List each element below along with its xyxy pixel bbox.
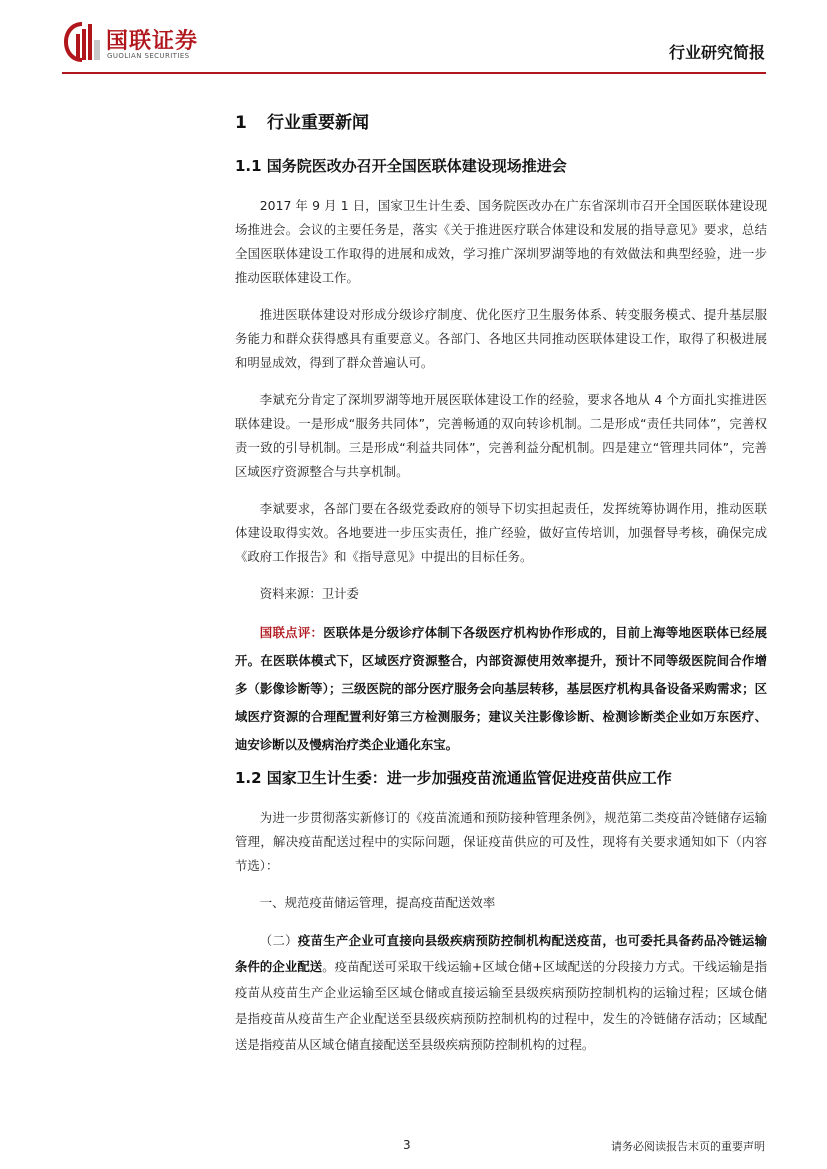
analyst-comment-lead: 国联点评： — [259, 625, 324, 640]
page-number: 3 — [403, 1138, 411, 1152]
footer-disclaimer: 请务必阅读报告末页的重要声明 — [611, 1140, 765, 1153]
logo-text-cn: 国联证券 — [106, 29, 199, 54]
news-1-paragraph: 李斌充分肯定了深圳罗湖等地开展医联体建设工作的经验，要求各地从 4 个方面扎实推进医联体建设。一是形成“服务共同体”，完善畅通的双向转诊机制。二是形成“责任共同体”，完善权责一致的引导机制。三是形成“利益共同体”，完善利益分配机制。四是建立“管理共同体”，完善区域医疗资源整合与共享机制。 — [235, 392, 767, 479]
page-header — [0, 0, 827, 80]
section-number: 1 — [235, 113, 247, 133]
logo-icon — [62, 20, 102, 64]
analyst-comment — [235, 619, 767, 759]
news-1-paragraph: 2017 年 9 月 1 日，国家卫生计生委、国务院医改办在广东省深圳市召开全国医联体建设现场推进会。会议的主要任务是，落实《关于推进医疗联合体建设和发展的指导意见》要求，总结全国医联体建设工作取得的进展和成效，学习推广深圳罗湖等地的有效做法和典型经验，进一步推动医联体建设工作。 — [235, 198, 767, 285]
news-2-item-2-bold: 疫苗生产企业可直接向县级疾病预防控制机构配送疫苗，也可委托具备药品冷链运输条件的企业配送 — [235, 933, 767, 974]
report-type-title: 行业研究简报 — [668, 43, 765, 62]
header-divider — [62, 72, 766, 74]
news-1-paragraph: 推进医联体建设对形成分级诊疗制度、优化医疗卫生服务体系、转变服务模式、提升基层服务能力和群众获得感具有重要意义。各部门、各地区共同推动医联体建设工作，取得了积极进展和明显成效，得到了群众普遍认可。 — [235, 307, 767, 370]
news-1-title: 1.1 国务院医改办召开全国医联体建设现场推进会 — [235, 157, 567, 175]
news-1-paragraph: 李斌要求，各部门要在各级党委政府的领导下切实担起责任，发挥统筹协调作用，推动医联体建设取得实效。各地要进一步压实责任，推广经验，做好宣传培训，加强督导考核，确保完成《政府工作报告》和《指导意见》中提出的目标任务。 — [235, 501, 767, 564]
section-heading — [235, 108, 767, 133]
news-2-item-2-rest: 。疫苗配送可采取干线运输+区域仓储+区域配送的分段接力方式。干线运输是指疫苗从疫苗生产企业运输至区域仓储或直接运输至县级疾病预防控制机构的运输过程；区域仓储是指疫苗从疫苗生产企业配送至县级疾病预防控制机构的过程中，发生的冷链储存活动；区域配送是指疫苗从区域仓储直接配送至县级疾病预防控制机构的过程。 — [235, 959, 768, 1052]
news-2-item-1: 一、规范疫苗储运管理，提高疫苗配送效率 — [259, 895, 496, 910]
news-1-source: 资料来源：卫计委 — [259, 586, 359, 601]
section-title: 行业重要新闻 — [267, 113, 369, 133]
logo-text-en: GUOLIAN SECURITIES — [107, 52, 190, 60]
main-content — [235, 108, 767, 1058]
news-2-item-2 — [235, 928, 767, 1058]
company-logo — [62, 20, 232, 64]
analyst-comment-body: 医联体是分级诊疗体制下各级医疗机构协作形成的，目前上海等地医联体已经展开。在医联体模式下，区域医疗资源整合，内部资源使用效率提升，预计不同等级医院间合作增多（影像诊断等）；三级医院的部分医疗服务会向基层转移，基层医疗机构具备设备采购需求；区域医疗资源的合理配置利好第三方检测服务；建议关注影像诊断、检测诊断类企业如万东医疗、迪安诊断以及慢病治疗类企业通化东宝。 — [235, 625, 767, 752]
news-2-intro: 为进一步贯彻落实新修订的《疫苗流通和预防接种管理条例》，规范第二类疫苗冷链储存运输管理，解决疫苗配送过程中的实际问题，保证疫苗供应的可及性，现将有关要求通知如下（内容节选）： — [235, 810, 767, 873]
news-2-item-2-prefix: （二） — [259, 933, 298, 948]
news-2-title: 1.2 国家卫生计生委：进一步加强疫苗流通监管促进疫苗供应工作 — [235, 769, 672, 787]
